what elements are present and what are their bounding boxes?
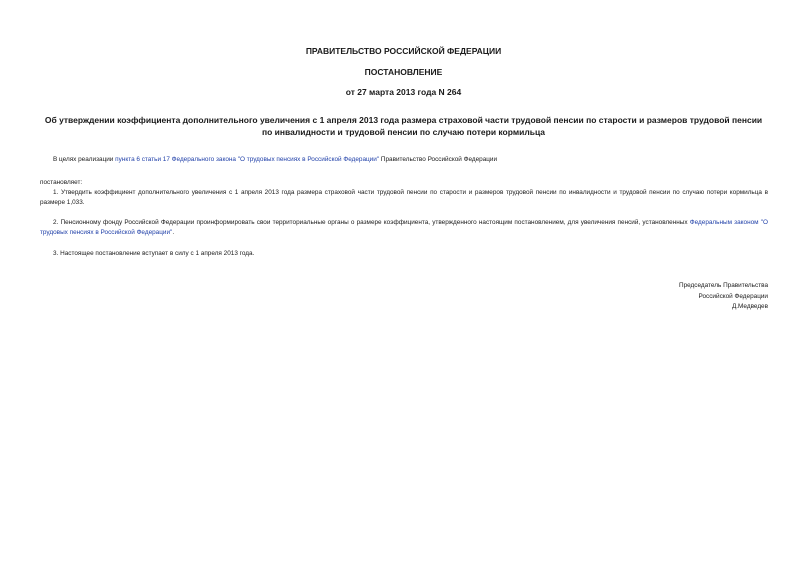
date-number-heading: от 27 марта 2013 года N 264: [345, 87, 462, 97]
item-1-paragraph: 1. Утвердить коэффициент дополнительного увеличения с 1 апреля 2013 года размера страховой части трудовой пенсии по старости и размеров трудовой пенсии по инвалидности и трудовой пенсии по случаю потери кормильца в размере 1,033.: [40, 189, 768, 206]
preamble-text-start: В целях реализации: [53, 156, 116, 163]
document-type-heading: ПОСТАНОВЛЕНИЕ: [364, 67, 443, 77]
signature-organization: Российской Федерации: [698, 292, 768, 300]
item-2-text-start: 2. Пенсионному фонду Российской Федерации проинформировать свои территориальные органы о размере коэффициента, утвержденного настоящим постановлением, для увеличения пенсий, установленных: [53, 219, 690, 226]
item-2-law-link[interactable]: Федеральным законом "О трудовых пенсиях в Российской Федерации": [40, 219, 768, 236]
signature-name: Д.Медведев: [731, 303, 768, 310]
signature-position: Председатель Правительства: [679, 282, 768, 289]
item-2-paragraph: [40, 218, 768, 238]
item-3-paragraph: 3. Настоящее постановление вступает в силу с 1 апреля 2013 года.: [53, 250, 255, 257]
signature-block: [568, 281, 768, 313]
document-title: Об утверждении коэффициента дополнительного увеличения с 1 апреля 2013 года размера страховой части трудовой пенсии по старости и размеров трудовой пенсии по инвалидности и трудовой пенсии по случаю потери кормильца: [44, 115, 763, 137]
preamble-paragraph: [40, 155, 768, 165]
preamble-text-end: Правительство Российской Федерации: [379, 156, 498, 163]
government-heading: ПРАВИТЕЛЬСТВО РОССИЙСКОЙ ФЕДЕРАЦИИ: [305, 46, 502, 56]
preamble-law-link[interactable]: пункта 6 статьи 17 Федерального закона "О трудовых пенсиях в Российской Федерации": [115, 156, 380, 163]
item-2-text-end: .: [172, 229, 175, 236]
resolves-text: постановляет:: [40, 179, 83, 186]
